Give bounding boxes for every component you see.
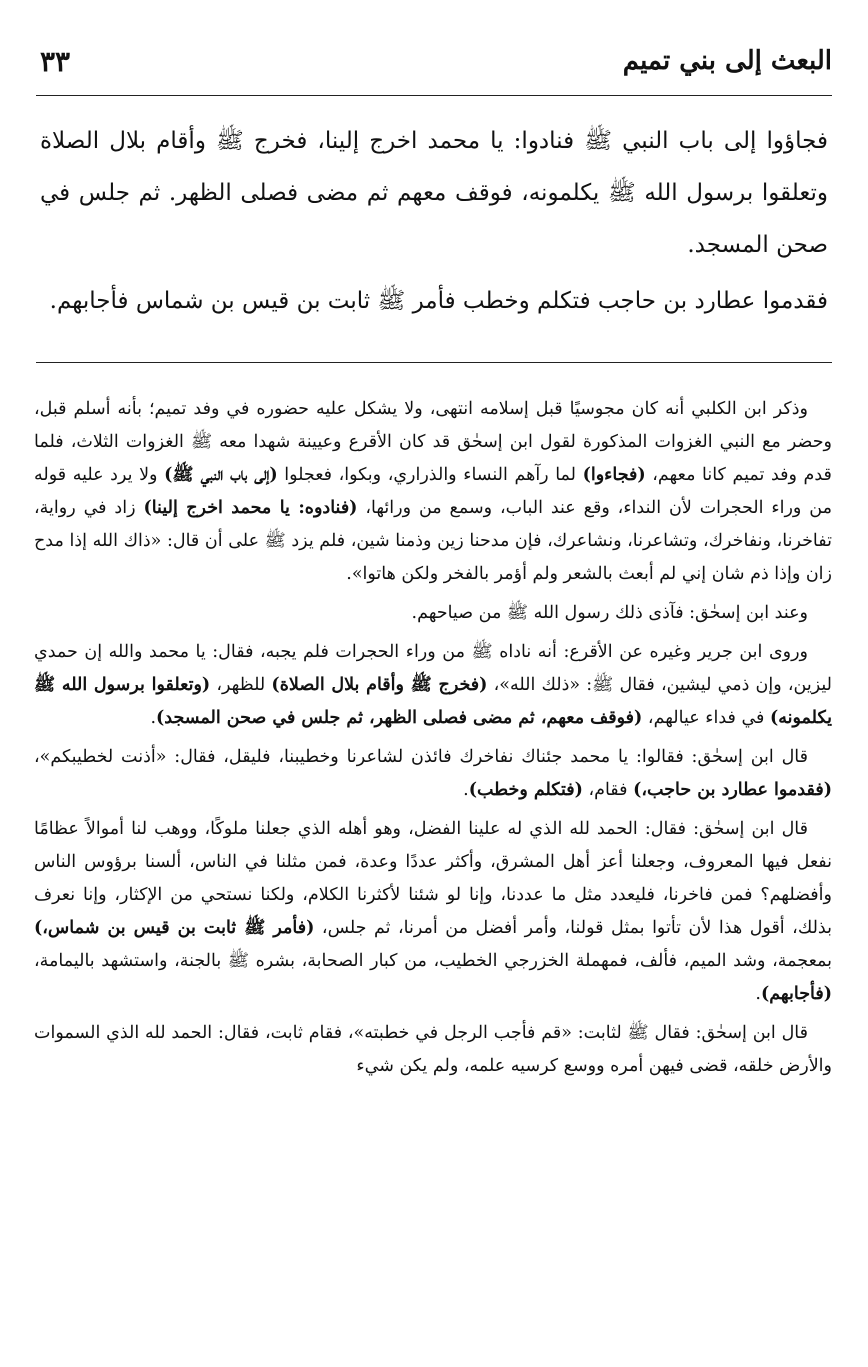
quoted-text: (فخرج ﷺ وأقام بلال الصلاة) [271,675,488,695]
quoted-text: (فنادوه: يا محمد اخرج إلينا) [143,498,358,518]
quoted-text: (فقدموا عطارد بن حاجب،) [633,780,832,800]
quoted-text: (فأمر ﷺ ثابت بن قيس بن شماس،) [34,918,315,938]
page-number: ٣٣ [40,44,71,78]
commentary-paragraph: وعند ابن إسحٰق: فآذى ذلك رسول الله ﷺ من صياحهم. [411,603,808,623]
header-divider [36,95,832,96]
main-text [40,115,828,331]
commentary-paragraph: قال ابن إسحٰق: فقال: الحمد لله الذي له علينا الفضل، وهو أهله الذي جعلنا ملوكًا، ووهب لنا أموالاً عظامًا نفعل فيها المعروف، وجعلنا أعز أهل المشرق، وأكثر عددًا وعدة، فمن مثلنا في الناس، ألسنا برؤوس الناس وأفضلهم؟ فمن فاخرنا، فليعدد مثل ما عددنا، وإنا لو شئنا لأكثرنا الكلام، ولكنا نستحي من الإكثار، وإنا نعرف بذلك، أقول هذا لأن تأتوا بمثل قولنا، وأمر أفضل من أمرنا، ثم جلس، (فأمر ﷺ ثابت بن قيس بن شماس،) بمعجمة، وشد الميم، فألف، فمهملة الخزرجي الخطيب، من كبار الصحابة، بشره ﷺ بالجنة، واستشهد باليمامة، (فأجابهم). [34,819,832,1004]
main-paragraph: فجاؤوا إلى باب النبي ﷺ فنادوا: يا محمد اخرج إلينا، فخرج ﷺ وأقام بلال الصلاة وتعلقوا برسول الله ﷺ يكلمونه، فوقف معهم ثم مضى فصلى الظهر. ثم جلس في صحن المسجد. [40,128,828,258]
quoted-text: (فتكلم وخطب) [468,780,583,800]
quoted-text: (إلى باب النبي ﷺ) [164,465,278,485]
page-title: البعث إلى بني تميم [622,46,832,76]
page-header [40,36,832,86]
commentary-paragraph: وروى ابن جرير وغيره عن الأقرع: أنه ناداه ﷺ من وراء الحجرات فلم يجبه، فقال: يا محمد والله إن حمدي ليزين، وإن ذمي ليشين، فقال ﷺ: «ذلك الله»، (فخرج ﷺ وأقام بلال الصلاة) للظهر، (وتعلقوا برسول الله ﷺ يكلمونه) في فداء عيالهم، (فوقف معهم، ثم مضى فصلى الظهر، ثم جلس في صحن المسجد). [34,642,832,728]
commentary-paragraph: قال ابن إسحٰق: فقالوا: يا محمد جئناك نفاخرك فائذن لشاعرنا وخطيبنا، فليقل، فقال: «أذنت لخطيبكم»، (فقدموا عطارد بن حاجب،) فقام، (فتكلم وخطب). [34,747,832,800]
commentary-divider [36,362,832,363]
quoted-text: (فجاءوا) [582,465,646,485]
quoted-text: (فأجابهم) [761,984,832,1004]
main-paragraph: فقدموا عطارد بن حاجب فتكلم وخطب فأمر ﷺ ثابت بن قيس بن شماس فأجابهم. [49,288,828,314]
quoted-text: (وتعلقوا برسول الله ﷺ يكلمونه) [34,675,832,728]
commentary-paragraph: قال ابن إسحٰق: فقال ﷺ لثابت: «قم فأجب الرجل في خطبته»، فقام ثابت، فقال: الحمد لله الذي السموات والأرض خلقه، قضى فيهن أمره ووسع كرسيه علمه، ولم يكن شيء [34,1023,832,1076]
commentary-paragraph: وذكر ابن الكلبي أنه كان مجوسيًا قبل إسلامه انتهى، ولا يشكل عليه حضوره في وفد تميم؛ بأنه أسلم قبل، وحضر مع النبي الغزوات المذكورة لقول ابن إسحٰق قد كان الأقرع وعيينة شهدا معه ﷺ الغزوات الثلاث، فلما قدم وفد تميم كانا معهم، (فجاءوا) لما رآهم النساء والذراري، وبكوا، فعجلوا (إلى باب النبي ﷺ) ولا يرد عليه قوله من وراء الحجرات لأن النداء، وقع عند الباب، وسمع من ورائها، (فنادوه: يا محمد اخرج إلينا) زاد في رواية، تفاخرنا، ونفاخرك، وتشاعرنا، ونشاعرك، فإن مدحنا زين وذمنا شين، فلم يزد ﷺ على أن قال: «ذاك الله إذا مدح زان وإذا ذم شان إني لم أبعث بالشعر ولم أؤمر بالفخر ولكن هاتوا». [34,399,832,584]
quoted-text: (فوقف معهم، ثم مضى فصلى الظهر، ثم جلس في صحن المسجد) [156,708,643,728]
commentary [34,393,832,1089]
